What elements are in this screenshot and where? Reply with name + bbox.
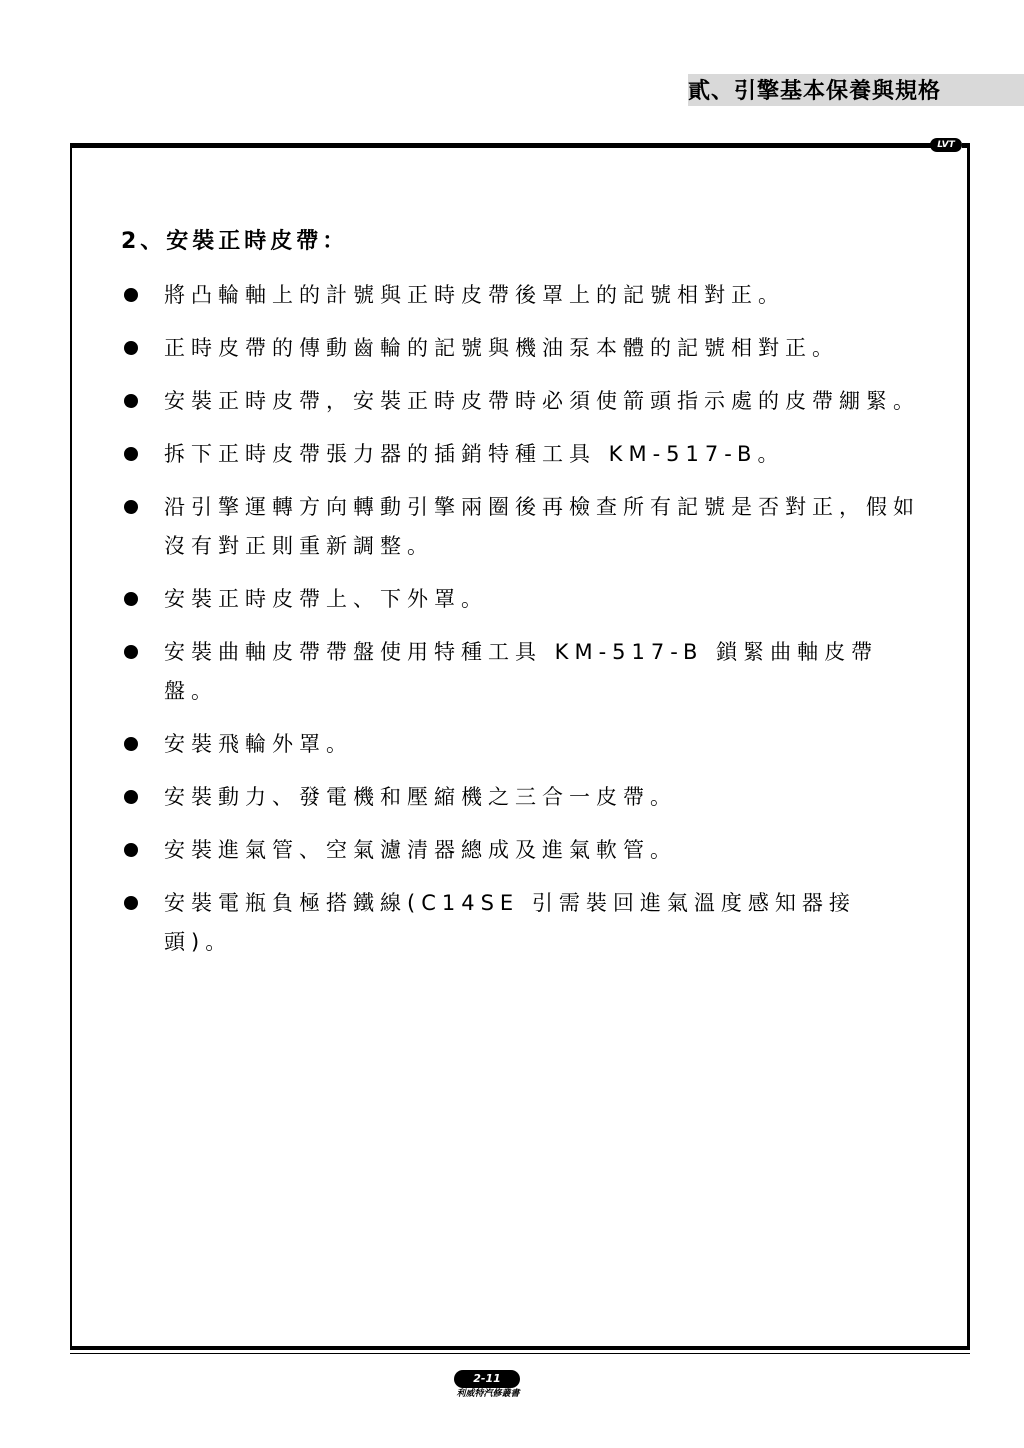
- list-item: [120, 884, 924, 962]
- frame-right-border: [967, 148, 970, 1348]
- list-item: [120, 831, 924, 870]
- bullet-icon: [124, 394, 138, 408]
- bullet-icon: [124, 645, 138, 659]
- step-text: 安裝進氣管、空氣濾清器總成及進氣軟管。: [164, 838, 677, 862]
- list-item: [120, 580, 924, 619]
- chapter-title: 貳、引擎基本保養與規格: [688, 79, 942, 104]
- bullet-icon: [124, 737, 138, 751]
- page-number-badge: 2-11: [454, 1370, 520, 1388]
- bullet-icon: [124, 288, 138, 302]
- top-rule: [70, 143, 950, 148]
- bottom-rule: [70, 1346, 970, 1350]
- list-item: [120, 725, 924, 764]
- bottom-rule-thin: [70, 1353, 970, 1354]
- step-text: 安裝飛輪外罩。: [164, 732, 353, 756]
- bullet-icon: [124, 500, 138, 514]
- section-heading: 2、安裝正時皮帶：: [121, 229, 349, 254]
- step-text: 正時皮帶的傳動齒輪的記號與機油泵本體的記號相對正。: [164, 336, 839, 360]
- step-text: 沿引擎運轉方向轉動引擎兩圈後再檢查所有記號是否對正，假如沒有對正則重新調整。: [164, 495, 920, 558]
- step-text: 拆下正時皮帶張力器的插銷特種工具 KM-517-B。: [164, 442, 785, 466]
- bullet-icon: [124, 896, 138, 910]
- frame-left-border: [70, 148, 72, 1348]
- list-item: [120, 633, 924, 711]
- step-text: 安裝動力、發電機和壓縮機之三合一皮帶。: [164, 785, 677, 809]
- list-item: [120, 435, 924, 474]
- bullet-icon: [124, 843, 138, 857]
- step-list: [120, 276, 950, 976]
- list-item: [120, 488, 924, 566]
- list-item: [120, 276, 924, 315]
- step-text: 安裝電瓶負極搭鐵線(C14SE 引需裝回進氣溫度感知器接頭)。: [164, 891, 856, 954]
- list-item: [120, 329, 924, 368]
- bullet-icon: [124, 790, 138, 804]
- bullet-icon: [124, 592, 138, 606]
- step-text: 安裝曲軸皮帶帶盤使用特種工具 KM-517-B 鎖緊曲軸皮帶盤。: [164, 640, 879, 703]
- bullet-icon: [124, 341, 138, 355]
- step-text: 將凸輪軸上的計號與正時皮帶後罩上的記號相對正。: [164, 283, 785, 307]
- step-text: 安裝正時皮帶上、下外罩。: [164, 587, 488, 611]
- list-item: [120, 382, 924, 421]
- bullet-icon: [124, 447, 138, 461]
- step-text: 安裝正時皮帶，安裝正時皮帶時必須使箭頭指示處的皮帶綳緊。: [164, 389, 920, 413]
- footer-caption: 利威特汽修叢書: [456, 1389, 520, 1399]
- list-item: [120, 778, 924, 817]
- lvt-logo: LVT: [930, 138, 962, 152]
